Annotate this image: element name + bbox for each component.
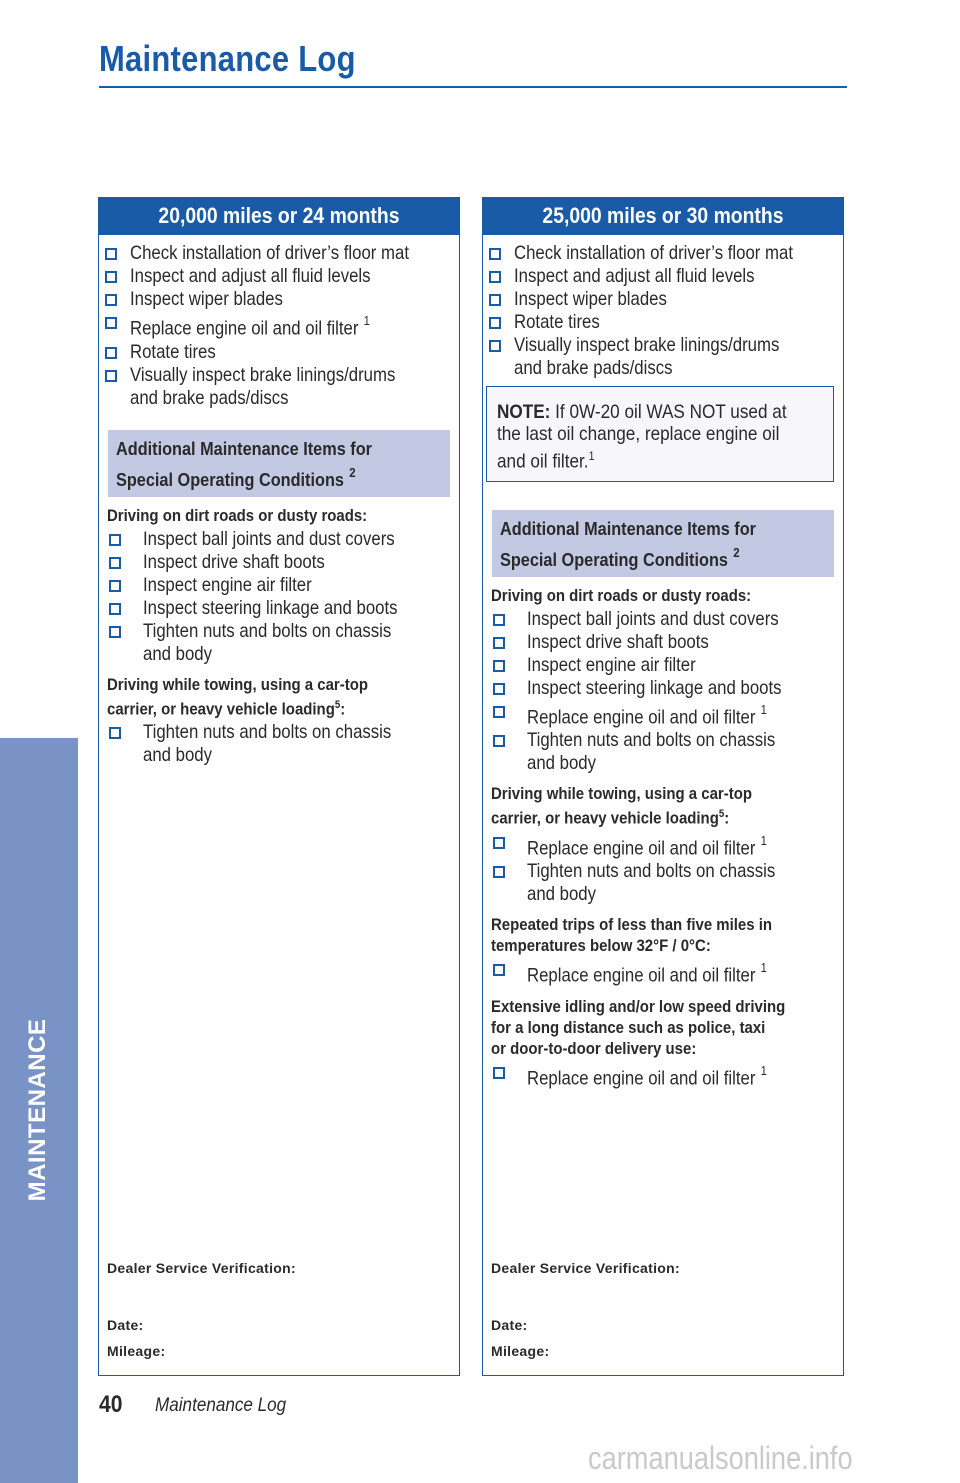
condition-heading: Extensive idling and/or low speed driving for a long distance such as police, taxi or door-to-door delivery use: xyxy=(491,996,786,1058)
checkbox-icon[interactable] xyxy=(489,248,501,260)
footnote-ref: 2 xyxy=(733,544,740,560)
column-header: 25,000 miles or 30 months xyxy=(482,197,844,235)
checkbox-icon[interactable] xyxy=(109,557,121,569)
checklist-item[interactable]: Visually inspect brake linings/drums and brake pads/discs xyxy=(489,334,843,380)
condition-heading: Driving while towing, using a car-top carrier, or heavy vehicle loading$^5$: xyxy=(107,674,368,719)
checkbox-icon[interactable] xyxy=(489,294,501,306)
checklist xyxy=(489,831,843,907)
checkbox-icon[interactable] xyxy=(489,317,501,329)
condition-heading: Repeated trips of less than five miles in temperatures below 32°F / 0°C: xyxy=(491,915,773,956)
footnote-ref: 1 xyxy=(760,960,767,976)
footnote-ref: 1 xyxy=(363,313,370,328)
checklist-item[interactable]: Inspect drive shaft boots xyxy=(489,631,843,654)
checklist-item[interactable]: Rotate tires xyxy=(489,311,843,334)
checkbox-icon[interactable] xyxy=(109,626,121,638)
checklist-item[interactable]: Inspect and adjust all fluid levels xyxy=(489,265,843,288)
checklist-item[interactable]: Visually inspect brake linings/drums and brake pads/discs xyxy=(105,364,459,410)
checkbox-icon[interactable] xyxy=(493,683,505,695)
checkbox-icon[interactable] xyxy=(493,637,505,649)
checklist-item[interactable]: Inspect engine air filter xyxy=(105,574,459,597)
page-title: Maintenance Log xyxy=(99,38,356,79)
checklist xyxy=(489,1061,843,1091)
checkbox-icon[interactable] xyxy=(493,837,505,849)
checklist xyxy=(489,958,843,988)
checkbox-icon[interactable] xyxy=(105,317,117,329)
oil-note: NOTE: If 0W-20 oil WAS NOT used at the last oil change, replace engine oil and oil filter.$^1$ xyxy=(486,386,834,482)
footer-section-label: Maintenance Log xyxy=(155,1395,287,1416)
checklist-item[interactable]: Tighten nuts and bolts on chassis and body xyxy=(489,860,843,906)
interval-column-25000 xyxy=(482,197,844,1376)
checklist-item[interactable]: Inspect ball joints and dust covers xyxy=(105,528,459,551)
footnote-ref: 2 xyxy=(349,464,356,480)
condition-heading: Driving while towing, using a car-top carrier, or heavy vehicle loading$^5$: xyxy=(491,784,752,828)
checklist-item[interactable]: Tighten nuts and bolts on chassis and body xyxy=(105,721,459,767)
page-number: 40 xyxy=(99,1391,123,1418)
checkbox-icon[interactable] xyxy=(109,727,121,739)
checkbox-icon[interactable] xyxy=(109,580,121,592)
footnote-ref: 1 xyxy=(760,832,767,848)
footnote-ref: 1 xyxy=(760,1062,767,1078)
checkbox-icon[interactable] xyxy=(109,534,121,546)
checkbox-icon[interactable] xyxy=(493,964,505,976)
checklist-item[interactable]: Replace engine oil and oil filter $^1$ xyxy=(489,1061,843,1091)
special-conditions-header: Additional Maintenance Items for Special Operating Conditions $^2$ xyxy=(108,430,450,497)
checkbox-icon[interactable] xyxy=(493,1067,505,1079)
checklist xyxy=(105,721,459,767)
checklist-item[interactable]: Replace engine oil and oil filter $^1$ xyxy=(489,958,843,988)
checklist-item[interactable]: Inspect engine air filter xyxy=(489,654,843,677)
footnote-ref: 1 xyxy=(760,701,767,717)
column-header: 20,000 miles or 24 months xyxy=(98,197,460,235)
checkbox-icon[interactable] xyxy=(105,271,117,283)
checklist-item[interactable]: Rotate tires xyxy=(105,341,459,364)
checklist-item[interactable]: Check installation of driver’s floor mat xyxy=(105,242,459,265)
dealer-verification-label: Dealer Service Verification: xyxy=(107,1260,296,1276)
checklist xyxy=(489,608,843,776)
title-rule xyxy=(99,86,847,88)
checkbox-icon[interactable] xyxy=(493,614,505,626)
checklist-item[interactable]: Inspect ball joints and dust covers xyxy=(489,608,843,631)
special-conditions-header: Additional Maintenance Items for Special Operating Conditions $^2$ xyxy=(492,510,834,577)
watermark: carmanualsonline.info xyxy=(588,1440,853,1476)
checkbox-icon[interactable] xyxy=(493,866,505,878)
checklist-item[interactable]: Replace engine oil and oil filter $^1$ xyxy=(489,700,843,730)
checklist-item[interactable]: Inspect steering linkage and boots xyxy=(105,597,459,620)
condition-heading: Driving on dirt roads or dusty roads: xyxy=(491,585,752,605)
checklist-item[interactable]: Replace engine oil and oil filter $^1$ xyxy=(489,831,843,861)
checklist-item[interactable]: Inspect wiper blades xyxy=(489,288,843,311)
checklist-item[interactable]: Tighten nuts and bolts on chassis and body xyxy=(105,620,459,666)
checkbox-icon[interactable] xyxy=(105,370,117,382)
checkbox-icon[interactable] xyxy=(493,660,505,672)
date-label: Date: xyxy=(107,1317,144,1333)
checklist-item[interactable]: Inspect drive shaft boots xyxy=(105,551,459,574)
checklist-item[interactable]: Inspect steering linkage and boots xyxy=(489,677,843,700)
checklist-item[interactable]: Inspect and adjust all fluid levels xyxy=(105,265,459,288)
side-section-label: MAINTENANCE xyxy=(24,1018,51,1202)
checklist-item[interactable]: Replace engine oil and oil filter $^1$ xyxy=(105,311,459,341)
checkbox-icon[interactable] xyxy=(105,294,117,306)
checkbox-icon[interactable] xyxy=(493,735,505,747)
dealer-verification-label: Dealer Service Verification: xyxy=(491,1260,680,1276)
checklist-item[interactable]: Check installation of driver’s floor mat xyxy=(489,242,843,265)
checkbox-icon[interactable] xyxy=(489,340,501,352)
date-label: Date: xyxy=(491,1317,528,1333)
checkbox-icon[interactable] xyxy=(105,248,117,260)
checklist xyxy=(489,242,843,380)
checklist-item[interactable]: Tighten nuts and bolts on chassis and body xyxy=(489,729,843,775)
condition-heading: Driving on dirt roads or dusty roads: xyxy=(107,505,368,525)
checklist xyxy=(105,242,459,410)
checkbox-icon[interactable] xyxy=(109,603,121,615)
checklist-item[interactable]: Inspect wiper blades xyxy=(105,288,459,311)
mileage-label: Mileage: xyxy=(491,1343,550,1359)
checkbox-icon[interactable] xyxy=(493,706,505,718)
mileage-label: Mileage: xyxy=(107,1343,166,1359)
interval-column-20000 xyxy=(98,197,460,1376)
checkbox-icon[interactable] xyxy=(489,271,501,283)
checkbox-icon[interactable] xyxy=(105,347,117,359)
checklist xyxy=(105,528,459,666)
